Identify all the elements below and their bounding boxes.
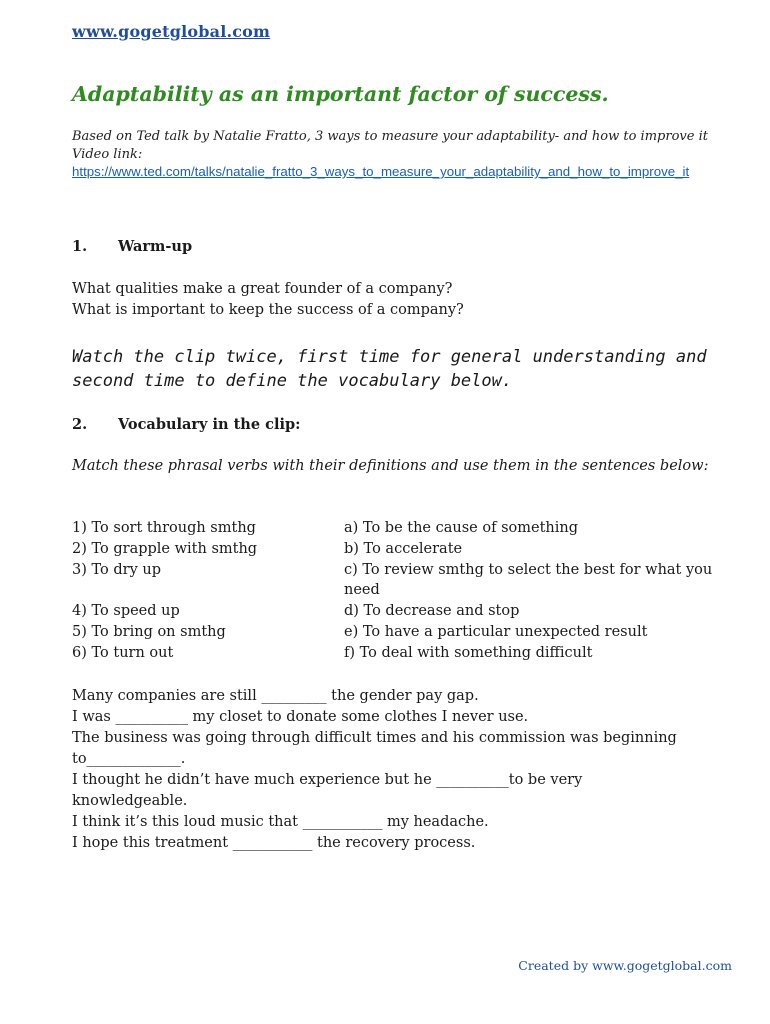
warmup-question: What is important to keep the success of a company? [72,302,464,318]
definition: f) To deal with something difficult [344,644,593,661]
definition: a) To be the cause of something [344,520,578,536]
source-info [72,128,740,181]
video-label: Video link: [72,146,143,162]
fill-in-sentence: Many companies are still _________ the gender pay gap. [72,688,479,704]
phrasal-verb: 5) To bring on smthg [72,623,226,640]
phrasal-verb: 6) To turn out [72,644,174,661]
warmup-question: What qualities make a great founder of a company? [72,281,453,297]
fill-in-sentences [72,686,692,854]
phrasal-verb: 2) To grapple with smthg [72,540,258,557]
definition: b) To accelerate [344,540,463,557]
phrasal-verb: 4) To speed up [72,603,180,620]
match-instruction: Match these phrasal verbs with their definitions and use them in the sentences below: [72,458,709,474]
matching-table [72,518,740,664]
fill-in-sentence: I was __________ my closet to donate some clothes I never use. [72,709,529,725]
match-row [72,601,740,622]
section-number: 1. [72,238,88,255]
definition: d) To decrease and stop [344,603,520,620]
section-heading-vocabulary [72,416,300,433]
match-row [72,560,740,602]
fill-in-sentence: The business was going through difficult times and his commission was beginning to_____________. [72,730,677,767]
definition: c) To review smthg to select the best for what you need [344,561,713,599]
phrasal-verb: 3) To dry up [72,561,162,578]
section-title: Vocabulary in the clip: [118,416,301,433]
watch-instruction: Watch the clip twice, first time for general understanding and second time to define the vocabulary below. [72,347,707,391]
match-row [72,622,740,643]
definition: e) To have a particular unexpected result [344,623,648,640]
match-row [72,643,740,664]
fill-in-sentence: I think it’s this loud music that ___________ my headache. [72,814,489,830]
section-heading-warmup [72,238,192,255]
source-based-on: Based on Ted talk by Natalie Fratto, 3 ways to measure your adaptability- and how to improve it [72,129,708,144]
page-title: Adaptability as an important factor of success. [72,82,609,106]
footer-credit: Created by www.gogetglobal.com [518,958,732,973]
warmup-questions [72,279,740,321]
phrasal-verb: 1) To sort through smthg [72,520,256,536]
match-row [72,518,740,539]
fill-in-sentence: I thought he didn’t have much experience but he __________to be very knowledgeable. [72,772,583,809]
site-link[interactable]: www.gogetglobal.com [72,22,271,41]
match-row [72,539,740,560]
worksheet-page [72,0,740,1024]
section-number: 2. [72,416,88,433]
fill-in-sentence: I hope this treatment ___________ the recovery process. [72,835,476,851]
section-title: Warm-up [118,238,193,255]
video-link[interactable]: https://www.ted.com/talks/natalie_fratto_3_ways_to_measure_your_adaptability_and_how_to_improve_it [72,164,690,179]
